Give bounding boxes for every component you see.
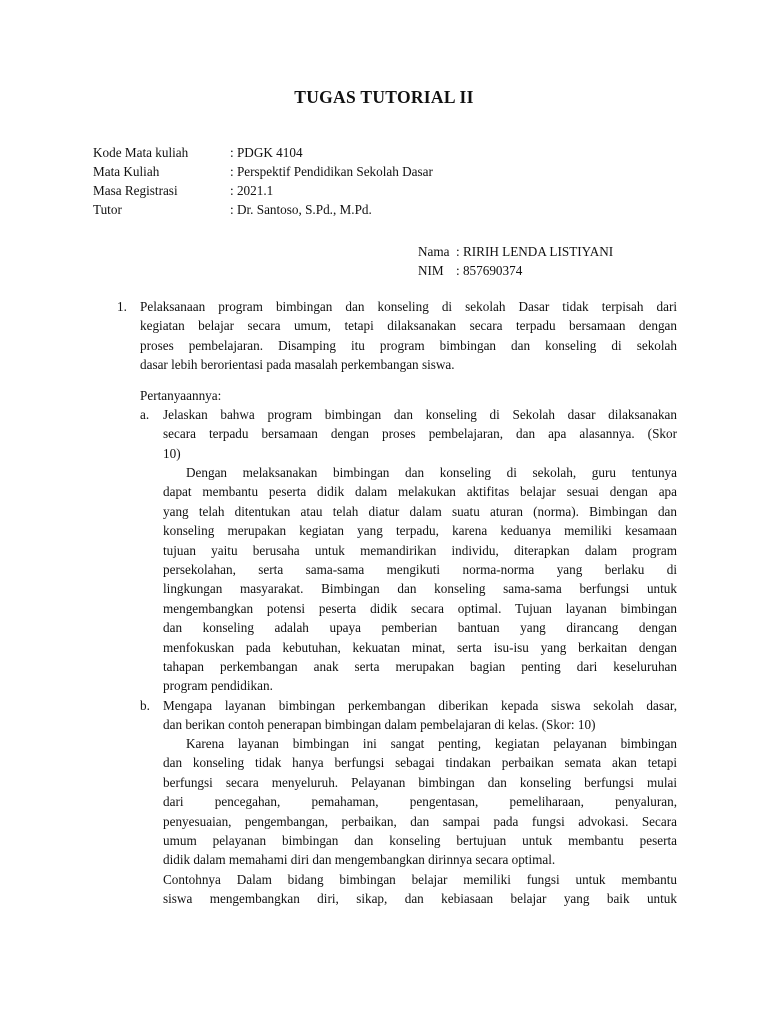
answer-line: didik dalam memahami diri dan mengembangkan dirinnya secara optimal.: [163, 852, 556, 868]
answer-line: persekolahan, serta sama-sama mengikuti norma-norma yang berlaku di: [163, 562, 677, 578]
question-number: 1.: [117, 299, 127, 314]
question-text: [140, 297, 677, 375]
student-id-row: [418, 262, 613, 281]
registration-row: [93, 181, 433, 200]
student-info: [418, 243, 613, 280]
answer-line: dari pencegahan, pemahaman, pengentasan, pemeliharaan, penyaluran,: [163, 794, 677, 810]
answer-line: berfungsi secara menyeluruh. Pelayanan bimbingan dan konseling berfungsi mulai: [163, 774, 677, 790]
example-line: Contohnya Dalam bidang bimbingan belajar memiliki fungsi untuk membantu: [163, 871, 677, 887]
example-line: siswa mengembangkan diri, sikap, dan kebiasaan belajar yang baik untuk: [163, 891, 677, 907]
answer-b: [163, 734, 677, 909]
course-name-label: Mata Kuliah: [93, 164, 160, 179]
course-code-label: Kode Mata kuliah: [93, 145, 189, 160]
question-prompt: Pertanyaannya:: [140, 388, 222, 403]
answer-line: yang telah ditentukan atau telah diatur dalam suatu aturan (norma). Bimbingan dan: [163, 503, 677, 519]
question-line: Pelaksanaan program bimbingan dan konseling di sekolah Dasar tidak terpisah dari: [140, 299, 677, 314]
sub-question-line: Jelaskan bahwa program bimbingan dan konseling di Sekolah dasar dilaksanakan: [163, 407, 677, 422]
answer-line: tahapan perkembangan anak serta merupakan bagian penting dari keseluruhan: [163, 659, 677, 675]
tutor-row: [93, 200, 433, 219]
answer-line: Karena layanan bimbingan ini sangat penting, kegiatan pelayanan bimbingan: [186, 736, 677, 751]
course-code-row: [93, 143, 433, 162]
student-id-value: : 857690374: [456, 262, 523, 278]
student-name-label: Nama: [418, 244, 450, 259]
sub-question-line: secara terpadu bersamaan dengan proses pembelajaran, dan apa alasannya. (Skor: [163, 426, 677, 442]
course-name-value: : Perspektif Pendidikan Sekolah Dasar: [230, 164, 433, 179]
answer-line: lingkungan masyarakat. Bimbingan dan konseling sama-sama berfungsi untuk: [163, 581, 677, 597]
document-title: TUGAS TUTORIAL II: [294, 87, 474, 107]
course-name-row: [93, 162, 433, 181]
student-id-label: NIM: [418, 262, 444, 278]
answer-line: mengembangkan potensi peserta didik secara optimal. Tujuan layanan bimbingan: [163, 600, 677, 616]
registration-label: Masa Registrasi: [93, 183, 178, 198]
question-line: proses pembelajaran. Disamping itu program bimbingan dan konseling di sekolah: [140, 337, 677, 353]
question-line: kegiatan belajar secara umum, tetapi dilaksanakan secara terpadu bersamaan dengan: [140, 318, 677, 334]
student-name-value: : RIRIH LENDA LISTIYANI: [456, 244, 614, 259]
answer-line: penyesuaian, pengembangan, perbaikan, dan sampai pada fungsi advokasi. Secara: [163, 813, 677, 829]
student-name-row: [418, 243, 613, 262]
sub-question-a: [163, 405, 677, 463]
answer-line: menfokuskan pada kebutuhan, kekuatan minat, serta isu-isu yang berkaitan dengan: [163, 639, 677, 655]
sub-question-b: [163, 696, 677, 735]
course-code-value: : PDGK 4104: [230, 145, 303, 160]
answer-line: tujuan yaitu berusaha untuk memandirikan individu, diterapkan dalam program: [163, 542, 677, 558]
answer-line: Dengan melaksanakan bimbingan dan konseling di sekolah, guru tentunya: [186, 465, 677, 480]
sub-question-line: 10): [163, 445, 181, 461]
answer-line: konseling merupakan kegiatan yang terpadu, karena keduanya memiliki kesamaan: [163, 523, 677, 539]
sub-question-line: dan berikan contoh penerapan bimbingan dalam pembelajaran di kelas. (Skor: 10): [163, 717, 596, 733]
answer-line: dapat membantu peserta didik dalam melakukan aktifitas belajar sesuai dengan apa: [163, 484, 677, 500]
course-info: [93, 143, 433, 219]
answer-line: program pendidikan.: [163, 678, 273, 694]
sub-question-line: Mengapa layanan bimbingan perkembangan diberikan kepada siswa sekolah dasar,: [163, 698, 677, 713]
sub-question-b-letter: b.: [140, 698, 150, 713]
sub-question-a-letter: a.: [140, 407, 150, 422]
answer-line: dan konseling adalah upaya pemberian bantuan yang dirancang dengan: [163, 620, 677, 636]
registration-value: : 2021.1: [230, 183, 274, 198]
question-line: dasar lebih berorientasi pada masalah perkembangan siswa.: [140, 357, 455, 373]
answer-a: [163, 463, 677, 696]
answer-line: umum pelayanan bimbingan dan konseling bertujuan untuk membantu peserta: [163, 833, 677, 849]
tutor-value: : Dr. Santoso, S.Pd., M.Pd.: [230, 202, 372, 217]
answer-line: dan konseling tidak hanya berfungsi sebagai tindakan perbaikan semata akan tetapi: [163, 755, 677, 771]
tutor-label: Tutor: [93, 202, 122, 217]
